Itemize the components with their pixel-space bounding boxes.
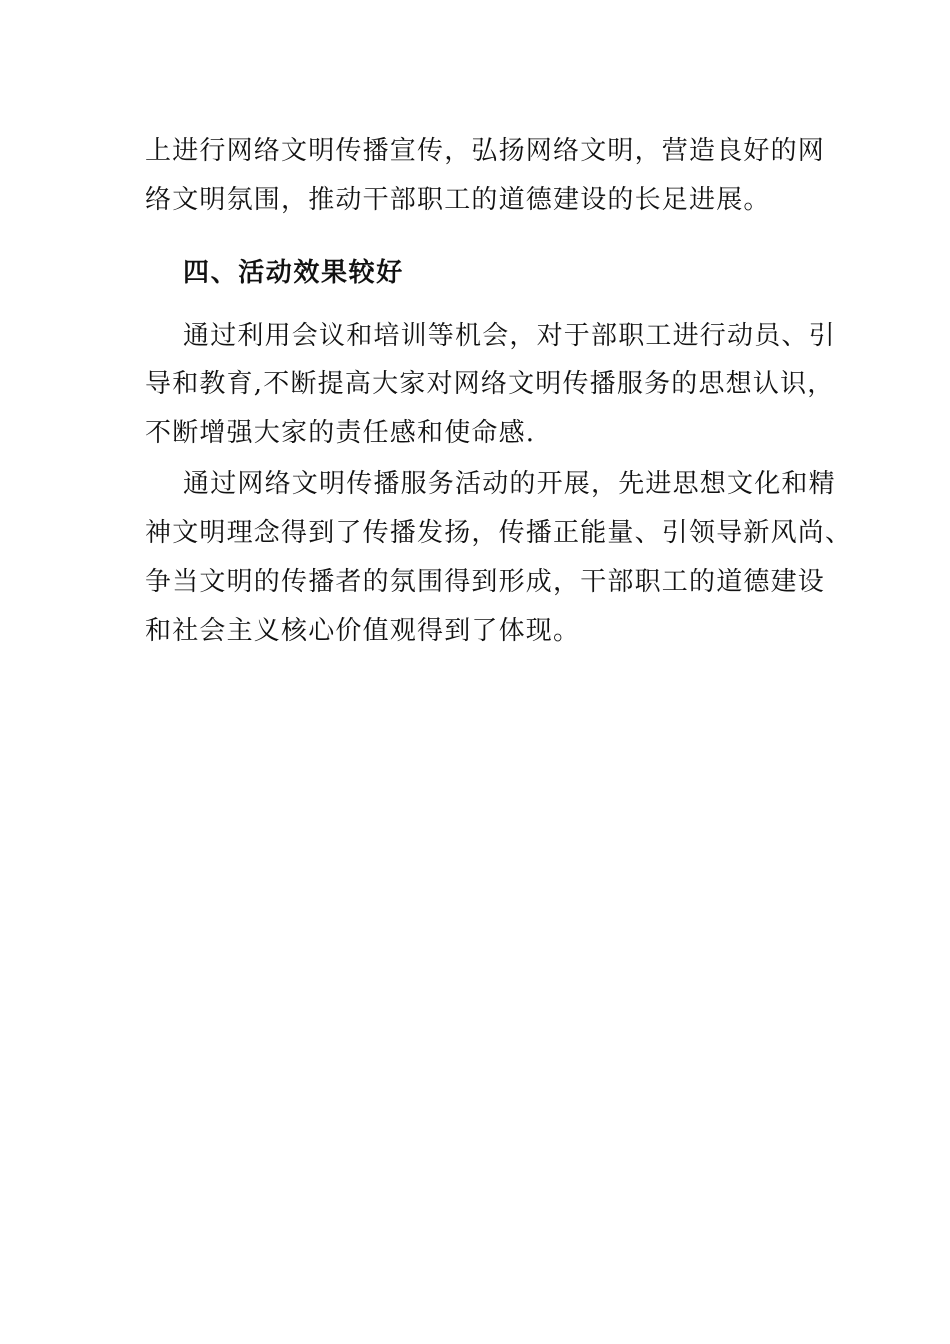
- text-line: 和社会主义核心价值观得到了体现。: [145, 616, 581, 646]
- text-line: 上进行网络文明传播宣传，弘扬网络文明，营造良好的网: [145, 136, 826, 166]
- text-line: 神文明理念得到了传播发扬，传播正能量、引领导新风尚、: [145, 518, 853, 548]
- text-line: 导和教育,不断提高大家对网络文明传播服务的思想认识，: [145, 369, 835, 399]
- text-line: 不断增强大家的责任感和使命感.: [145, 418, 536, 448]
- text-line: 络文明氛围，推动干部职工的道德建设的长足进展。: [145, 185, 771, 215]
- section-heading: 四、活动效果较好: [183, 258, 404, 288]
- text-line: 争当文明的传播者的氛围得到形成，干部职工的道德建设: [145, 567, 826, 597]
- text-line: 通过网络文明传播服务活动的开展，先进思想文化和精: [183, 469, 836, 499]
- text-line: 通过利用会议和培训等机会，对于部职工进行动员、引: [183, 321, 836, 351]
